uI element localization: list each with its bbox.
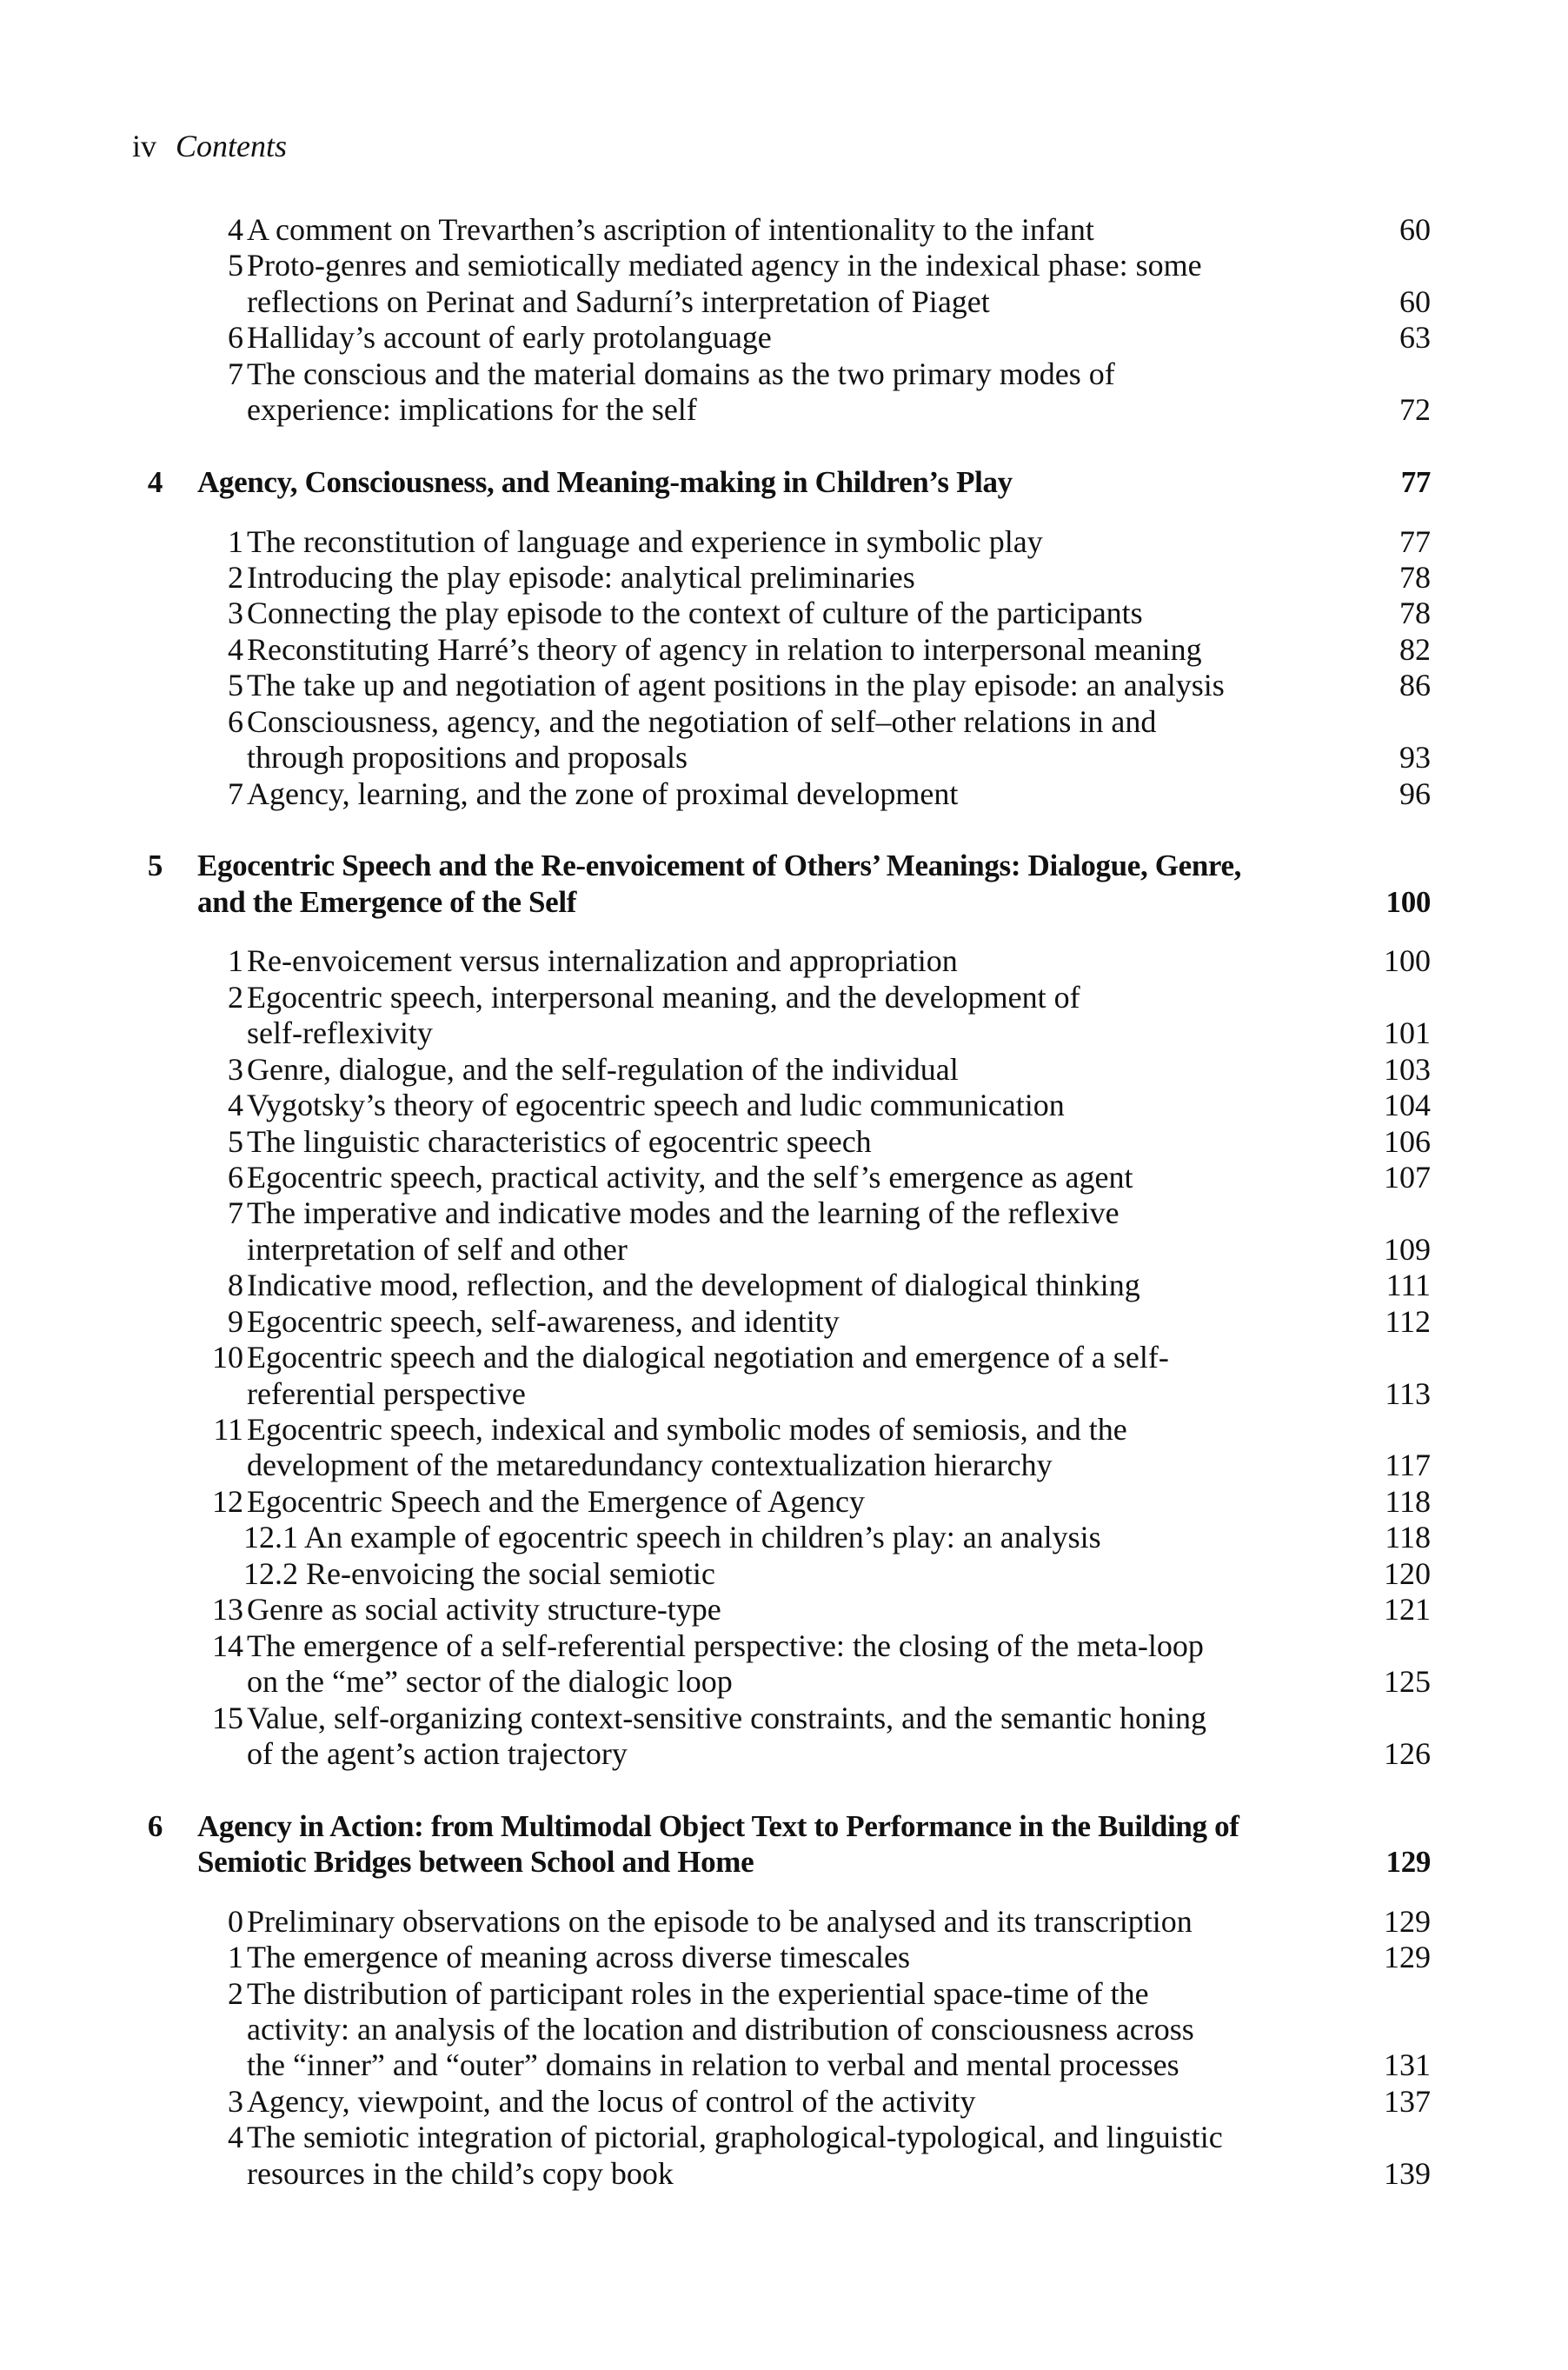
toc-entry-page: 72	[1399, 392, 1431, 428]
toc-entry-title: through propositions and proposals	[247, 740, 688, 776]
toc-entry-title: Agency, learning, and the zone of proximal development	[247, 776, 959, 811]
toc-entry-page: 77	[1400, 465, 1431, 500]
toc-entry-number: 6	[147, 1808, 163, 1843]
toc-entry[interactable]	[0, 392, 1568, 428]
toc-entry-page: 112	[1385, 1303, 1431, 1339]
toc-entry-page: 63	[1399, 320, 1431, 356]
toc-entry[interactable]	[0, 1268, 1568, 1303]
toc-entry-title: The take up and negotiation of agent positions in the play episode: an analysis	[247, 668, 1225, 703]
toc-entry-number: 4	[228, 1088, 243, 1123]
toc-entry[interactable]	[0, 1976, 1568, 2012]
toc-entry[interactable]	[0, 320, 1568, 356]
toc-entry-title: Egocentric speech, self-awareness, and identity	[247, 1303, 840, 1339]
toc-entry[interactable]	[0, 1088, 1568, 1123]
toc-entry-page: 129	[1384, 1903, 1431, 1939]
toc-entry[interactable]	[0, 2084, 1568, 2120]
toc-entry-title: The reconstitution of language and experience in symbolic play	[247, 523, 1043, 559]
toc-entry[interactable]	[0, 980, 1568, 1015]
toc-entry-page: 120	[1384, 1555, 1431, 1591]
toc-entry-page: 96	[1399, 776, 1431, 811]
toc-entry-number: 5	[228, 668, 243, 703]
toc-entry-title: Indicative mood, reflection, and the development of dialogical thinking	[247, 1268, 1140, 1303]
toc-entry-title: The linguistic characteristics of egocentric speech	[247, 1123, 872, 1159]
toc-entry-number: 14	[212, 1628, 243, 1663]
toc-entry-number: 3	[228, 2083, 243, 2119]
toc-entry[interactable]	[0, 943, 1568, 979]
running-head	[132, 124, 287, 168]
toc-chapter-entry[interactable]	[0, 884, 1568, 920]
toc-entry-title: The distribution of participant roles in the experiential space-time of the	[247, 1975, 1149, 2011]
toc-entry-number: 5	[228, 248, 243, 283]
toc-entry[interactable]	[0, 596, 1568, 631]
toc-entry-title: Agency, Consciousness, and Meaning-making in Children’s Play	[197, 465, 1013, 500]
toc-entry-number: 3	[228, 1051, 243, 1087]
table-of-contents	[0, 212, 1568, 2192]
toc-entry[interactable]	[0, 1592, 1568, 1628]
toc-spacer	[0, 920, 1568, 943]
toc-entry-number: 9	[228, 1303, 243, 1339]
toc-entry-page: 118	[1385, 1483, 1431, 1519]
toc-entry-title: Egocentric Speech and the Emergence of Agency	[247, 1483, 866, 1519]
toc-entry-page: 109	[1384, 1231, 1431, 1267]
toc-entry-number: 2	[228, 1975, 243, 2011]
toc-entry-title: Egocentric speech and the dialogical negotiation and emergence of a self-	[247, 1340, 1169, 1375]
toc-entry-page: 101	[1384, 1015, 1431, 1051]
toc-entry-title: Proto-genres and semiotically mediated agency in the indexical phase: some	[247, 248, 1202, 283]
toc-entry-number: 4	[228, 631, 243, 667]
toc-entry-page: 117	[1385, 1448, 1431, 1483]
toc-entry-title: The imperative and indicative modes and the learning of the reflexive	[247, 1195, 1120, 1231]
toc-entry-title: the “inner” and “outer” domains in relation to verbal and mental processes	[247, 2047, 1179, 2083]
toc-entry-page: 111	[1385, 1268, 1431, 1303]
toc-entry-title: Egocentric Speech and the Re-envoicement of Others’ Meanings: Dialogue, Genre,	[197, 849, 1242, 883]
toc-entry-page: 103	[1384, 1051, 1431, 1087]
toc-entry-number: 0	[228, 1903, 243, 1939]
toc-entry-title: Egocentric speech, practical activity, and the self’s emergence as agent	[247, 1159, 1133, 1195]
toc-entry-number: 6	[228, 320, 243, 356]
toc-entry[interactable]	[0, 560, 1568, 596]
toc-chapter-entry[interactable]	[0, 1844, 1568, 1880]
toc-entry-page: 118	[1385, 1520, 1431, 1555]
toc-entry-page: 121	[1384, 1592, 1431, 1628]
toc-entry-title: The conscious and the material domains as the two primary modes of	[247, 356, 1115, 391]
toc-entry-number: 12	[212, 1483, 243, 1519]
toc-entry-page: 82	[1399, 631, 1431, 667]
toc-entry-page: 131	[1384, 2047, 1431, 2083]
toc-entry-page: 78	[1399, 559, 1431, 595]
toc-entry[interactable]	[0, 2047, 1568, 2083]
toc-entry[interactable]	[0, 632, 1568, 668]
toc-entry-title: and the Emergence of the Self	[197, 884, 577, 919]
toc-spacer	[0, 812, 1568, 848]
toc-entry[interactable]	[0, 2156, 1568, 2192]
toc-entry-title: experience: implications for the self	[247, 392, 697, 428]
toc-entry-page: 137	[1384, 2083, 1431, 2119]
toc-entry-title: on the “me” sector of the dialogic loop	[247, 1664, 733, 1700]
toc-entry[interactable]	[0, 1664, 1568, 1700]
toc-entry-number: 7	[228, 356, 243, 391]
toc-entry[interactable]	[0, 1232, 1568, 1268]
toc-spacer	[0, 1772, 1568, 1807]
toc-entry[interactable]	[0, 284, 1568, 320]
toc-spacer	[0, 429, 1568, 464]
toc-entry-page: 113	[1385, 1375, 1431, 1411]
toc-entry-number: 11	[213, 1412, 243, 1447]
toc-entry-title: Re-envoicement versus internalization and appropriation	[247, 943, 958, 979]
toc-entry-page: 60	[1399, 283, 1431, 319]
toc-entry-title: 12.2 Re-envoicing the social semiotic	[243, 1555, 715, 1591]
toc-entry-title: Agency, viewpoint, and the locus of control of the activity	[247, 2083, 976, 2119]
toc-entry-page: 139	[1384, 2155, 1431, 2191]
toc-entry-title: interpretation of self and other	[247, 1231, 628, 1267]
toc-entry-title: Semiotic Bridges between School and Home	[197, 1845, 754, 1880]
toc-entry[interactable]	[0, 668, 1568, 703]
toc-entry-page: 104	[1384, 1088, 1431, 1123]
toc-entry-number: 15	[212, 1700, 243, 1735]
toc-entry[interactable]	[0, 1340, 1568, 1375]
toc-entry-number: 7	[228, 776, 243, 811]
toc-entry[interactable]	[0, 1412, 1568, 1448]
toc-entry[interactable]	[0, 212, 1568, 248]
toc-entry[interactable]	[0, 248, 1568, 283]
toc-entry-title: development of the metaredundancy contextualization hierarchy	[247, 1448, 1053, 1483]
toc-chapter-entry[interactable]	[0, 1808, 1568, 1844]
toc-entry-title: 12.1 An example of egocentric speech in children’s play: an analysis	[243, 1520, 1101, 1555]
toc-entry-number: 2	[228, 559, 243, 595]
toc-entry-title: Reconstituting Harré’s theory of agency in relation to interpersonal meaning	[247, 631, 1202, 667]
toc-entry-number: 7	[228, 1195, 243, 1231]
toc-entry-page: 129	[1384, 1940, 1431, 1975]
toc-entry-number: 3	[228, 596, 243, 631]
toc-entry-number: 6	[228, 1159, 243, 1195]
toc-entry[interactable]	[0, 1520, 1568, 1555]
toc-entry-title: Halliday’s account of early protolanguage	[247, 320, 772, 356]
toc-entry-number: 1	[228, 523, 243, 559]
toc-entry-number: 6	[228, 703, 243, 739]
toc-entry-title: A comment on Trevarthen’s ascription of intentionality to the infant	[247, 212, 1094, 247]
toc-entry-page: 86	[1399, 668, 1431, 703]
toc-entry-page: 125	[1384, 1664, 1431, 1700]
toc-entry-title: The emergence of meaning across diverse timescales	[247, 1940, 911, 1975]
toc-entry-page: 129	[1385, 1845, 1431, 1880]
toc-entry[interactable]	[0, 1448, 1568, 1483]
toc-spacer	[0, 1881, 1568, 1904]
toc-entry-title: Value, self-organizing context-sensitive constraints, and the semantic honing	[247, 1700, 1207, 1735]
toc-entry-number: 4	[147, 465, 163, 500]
toc-entry-title: Egocentric speech, interpersonal meaning, and the development of	[247, 979, 1080, 1015]
toc-entry-number: 8	[228, 1268, 243, 1303]
toc-entry[interactable]	[0, 1701, 1568, 1736]
toc-entry-title: reflections on Perinat and Sadurní’s interpretation of Piaget	[247, 283, 990, 319]
toc-entry[interactable]	[0, 1904, 1568, 1940]
toc-entry-title: The semiotic integration of pictorial, graphological-typological, and linguistic	[247, 2120, 1223, 2155]
toc-entry-page: 100	[1384, 943, 1431, 979]
toc-entry-page: 77	[1399, 523, 1431, 559]
toc-entry-title: Genre as social activity structure-type	[247, 1592, 721, 1628]
toc-entry-page: 107	[1384, 1159, 1431, 1195]
toc-entry[interactable]	[0, 1940, 1568, 1975]
toc-entry[interactable]	[0, 1015, 1568, 1051]
toc-entry-title: activity: an analysis of the location and distribution of consciousness across	[247, 2012, 1194, 2047]
toc-entry-number: 5	[147, 849, 163, 883]
toc-entry-number: 2	[228, 979, 243, 1015]
page-number: iv	[132, 129, 157, 163]
toc-entry-title: The emergence of a self-referential perspective: the closing of the meta-loop	[247, 1628, 1204, 1663]
toc-entry[interactable]	[0, 1304, 1568, 1340]
toc-chapter-entry[interactable]	[0, 848, 1568, 883]
toc-entry[interactable]	[0, 2120, 1568, 2155]
toc-entry-number: 1	[228, 943, 243, 979]
toc-entry-title: Agency in Action: from Multimodal Object Text to Performance in the Building of	[197, 1808, 1239, 1843]
toc-entry-title: Consciousness, agency, and the negotiation of self–other relations in and	[247, 703, 1157, 739]
toc-entry-title: referential perspective	[247, 1375, 526, 1411]
toc-entry-number: 1	[228, 1940, 243, 1975]
toc-spacer	[0, 501, 1568, 524]
toc-entry-title: resources in the child’s copy book	[247, 2155, 674, 2191]
toc-entry-page: 78	[1399, 596, 1431, 631]
toc-entry-title: Introducing the play episode: analytical preliminaries	[247, 559, 915, 595]
toc-entry[interactable]	[0, 1628, 1568, 1664]
toc-entry[interactable]	[0, 740, 1568, 776]
toc-entry[interactable]	[0, 1484, 1568, 1520]
toc-entry-number: 10	[212, 1340, 243, 1375]
toc-entry[interactable]	[0, 1195, 1568, 1231]
toc-entry-page: 93	[1399, 740, 1431, 776]
toc-entry-number: 13	[212, 1592, 243, 1628]
toc-entry-number: 4	[228, 2120, 243, 2155]
toc-entry-title: Preliminary observations on the episode to be analysed and its transcription	[247, 1903, 1193, 1939]
toc-entry-number: 5	[228, 1123, 243, 1159]
toc-entry[interactable]	[0, 1376, 1568, 1412]
toc-entry-title: Vygotsky’s theory of egocentric speech and ludic communication	[247, 1088, 1065, 1123]
toc-chapter-entry[interactable]	[0, 464, 1568, 500]
toc-entry[interactable]	[0, 356, 1568, 392]
toc-entry[interactable]	[0, 1124, 1568, 1160]
toc-entry[interactable]	[0, 2012, 1568, 2047]
running-head-title: Contents	[176, 129, 288, 163]
toc-entry-title: of the agent’s action trajectory	[247, 1735, 628, 1771]
toc-entry-page: 100	[1385, 884, 1431, 919]
toc-entry-title: Genre, dialogue, and the self-regulation of the individual	[247, 1051, 959, 1087]
toc-entry-number: 4	[228, 212, 243, 247]
toc-entry[interactable]	[0, 704, 1568, 740]
toc-entry-title: Egocentric speech, indexical and symbolic modes of semiosis, and the	[247, 1412, 1127, 1447]
toc-entry-page: 106	[1384, 1123, 1431, 1159]
toc-entry-page: 60	[1399, 212, 1431, 247]
toc-entry[interactable]	[0, 524, 1568, 560]
toc-entry[interactable]	[0, 1052, 1568, 1088]
toc-entry-page: 126	[1384, 1735, 1431, 1771]
toc-entry-title: self-reflexivity	[247, 1015, 433, 1051]
toc-entry-title: Connecting the play episode to the context of culture of the participants	[247, 596, 1143, 631]
toc-entry[interactable]	[0, 1556, 1568, 1592]
toc-entry[interactable]	[0, 1160, 1568, 1195]
toc-entry[interactable]	[0, 776, 1568, 812]
toc-entry[interactable]	[0, 1736, 1568, 1772]
